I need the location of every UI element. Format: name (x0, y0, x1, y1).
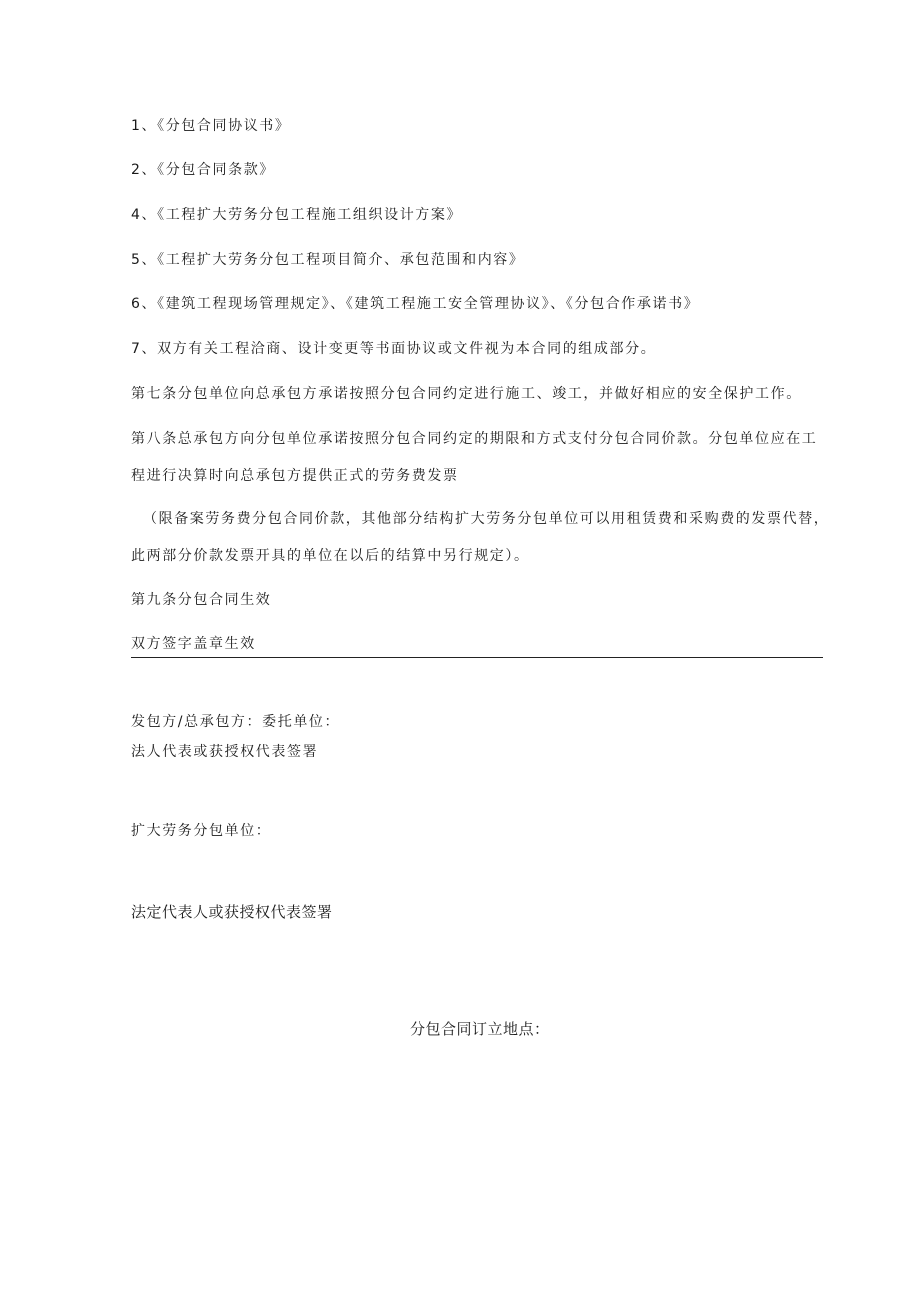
list-item: 4、《工程扩大劳务分包工程施工组织设计方案》 (131, 207, 463, 223)
article-9-text: 双方签字盖章生效 (131, 636, 256, 652)
article-8-line-2: 程进行决算时向总承包方提供正式的劳务费发票 (131, 468, 459, 484)
note-line-1: （限备案劳务费分包合同价款，其他部分结构扩大劳务分包单位可以用租赁费和采购费的发票代替， (143, 511, 830, 527)
contract-place-label: 分包合同订立地点： (410, 1020, 550, 1038)
article-7: 第七条分包单位向总承包方承诺按照分包合同约定进行施工、竣工，并做好相应的安全保护工作。 (131, 386, 802, 402)
subcontractor-rep-label: 法定代表人或获授权代表签署 (131, 903, 333, 921)
employer-label: 发包方/总承包方：委托单位： (131, 714, 341, 730)
list-item: 6、《建筑工程现场管理规定》、《建筑工程施工安全管理协议》、《分包合作承诺书》 (131, 296, 700, 312)
employer-rep-label: 法人代表或获授权代表签署 (131, 744, 319, 760)
article-8-line-1: 第八条总承包方向分包单位承诺按照分包合同约定的期限和方式支付分包合同价款。分包单位应在工 (131, 431, 818, 447)
list-item: 2、《分包合同条款》 (131, 162, 275, 178)
note-line-2: 此两部分价款发票开具的单位在以后的结算中另行规定）。 (131, 548, 530, 564)
article-9-title: 第九条分包合同生效 (131, 592, 272, 608)
subcontractor-label: 扩大劳务分包单位： (131, 823, 272, 839)
list-item: 5、《工程扩大劳务分包工程项目简介、承包范围和内容》 (131, 252, 525, 268)
list-item: 1、《分包合同协议书》 (131, 118, 291, 134)
list-item: 7、双方有关工程洽商、设计变更等书面协议或文件视为本合同的组成部分。 (131, 341, 657, 357)
signature-divider (131, 657, 823, 658)
